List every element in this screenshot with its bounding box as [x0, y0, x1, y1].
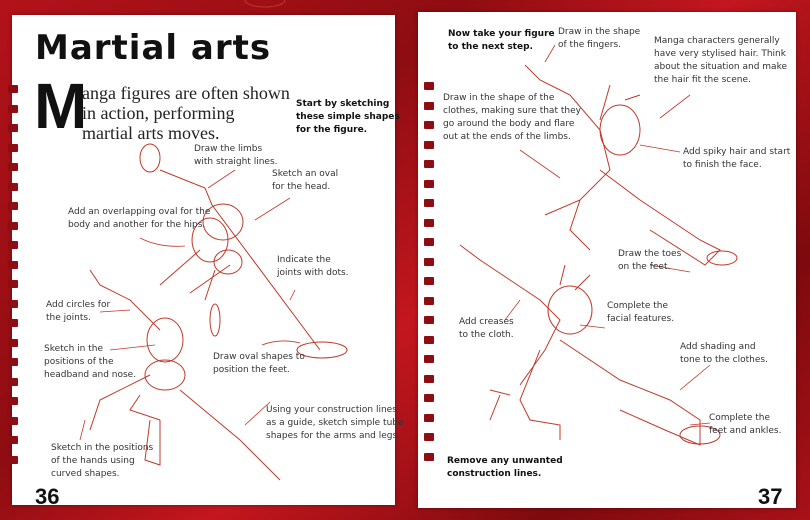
- caption: Add an overlapping oval for the body and another for the hips.: [68, 207, 211, 230]
- caption: Manga characters generally have very stylised hair. Think about the situation and make the hair fit the scene.: [654, 36, 788, 85]
- page-number: 36: [35, 484, 60, 509]
- page-number: 37: [758, 484, 783, 509]
- caption: Add spiky hair and start to finish the face.: [683, 147, 791, 170]
- intro-text: anga figures are often shown in action, performing martial arts moves.: [82, 83, 290, 143]
- page-title: Martial arts: [35, 28, 272, 68]
- caption: Add shading and tone to the clothes.: [680, 342, 768, 365]
- caption: Indicate the joints with dots.: [277, 255, 349, 278]
- caption: Complete the facial features.: [607, 301, 675, 324]
- caption: Draw in the shape of the fingers.: [558, 27, 641, 50]
- caption: Sketch an oval for the head.: [272, 169, 339, 192]
- caption: Sketch in the positions of the hands using curved shapes.: [51, 443, 154, 479]
- caption: Draw the toes on the feet.: [618, 249, 682, 272]
- caption: Complete the feet and ankles.: [709, 413, 782, 436]
- caption: Sketch in the positions of the headband and nose.: [44, 344, 137, 380]
- tip-remove-lines: Remove any unwanted construction lines.: [447, 456, 563, 479]
- drop-cap: M: [34, 70, 88, 142]
- caption: Using your construction lines as a guide, sketch simple tube shapes for the arms and legs.: [266, 405, 404, 441]
- caption: Draw in the shape of the clothes, making sure that they go around the body and flare out at the ends of the limbs.: [443, 93, 581, 142]
- caption: Draw oval shapes to position the feet.: [213, 352, 305, 375]
- tip-start-sketching: Start by sketching these simple shapes for the figure.: [296, 99, 400, 135]
- caption: Add creases to the cloth.: [459, 317, 514, 340]
- tip-next-step: Now take your figure to the next step.: [448, 29, 555, 52]
- caption: Add circles for the joints.: [46, 300, 111, 323]
- caption: Draw the limbs with straight lines.: [194, 144, 278, 167]
